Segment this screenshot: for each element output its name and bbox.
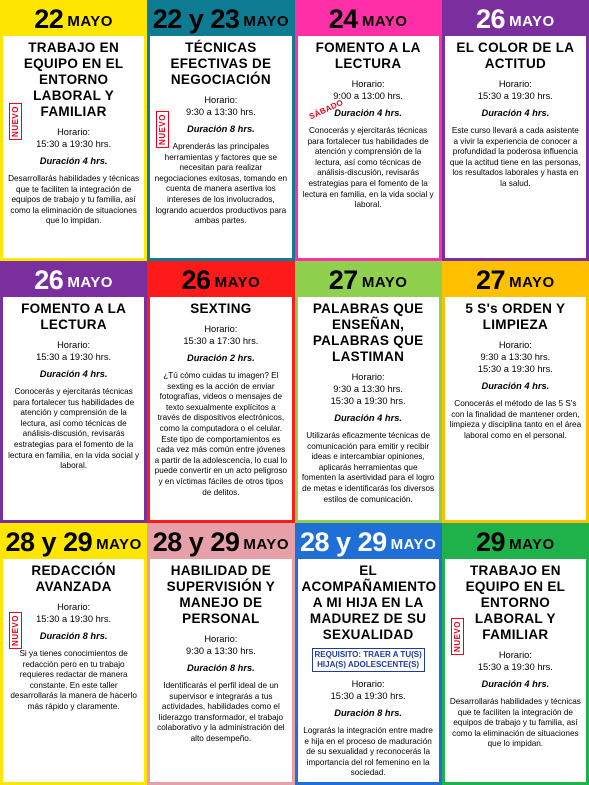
card-body — [3, 40, 144, 227]
schedule-hours: 15:30 a 19:30 hrs. — [36, 352, 112, 362]
schedule-block — [7, 601, 140, 625]
date-header — [150, 264, 291, 297]
course-card — [295, 0, 442, 261]
date-month: MAYO — [509, 13, 555, 30]
date-month: MAYO — [361, 274, 408, 291]
schedule-hours: 9:00 a 13:00 hrs. — [333, 91, 404, 101]
date-month: MAYO — [390, 536, 437, 553]
schedule-hours: 15:30 a 17:30 hrs. — [183, 336, 259, 346]
course-card — [295, 261, 442, 523]
schedule-label: Horario: — [57, 602, 91, 612]
duration-text: Duración 4 hrs. — [39, 156, 108, 166]
course-title: TRABAJO EN EQUIPO EN EL ENTORNO LABORAL Y FAMILIAR — [465, 563, 566, 642]
schedule-label: Horario: — [351, 372, 385, 382]
schedule-label: Horario: — [204, 95, 238, 105]
schedule-label: Horario: — [351, 679, 385, 689]
course-card — [147, 261, 294, 523]
date-day: 26 — [476, 4, 506, 34]
course-description: Conocerás y ejercitarás técnicas para fortalecer tus habilidades de atención y comprensión de la lectura, así como técnicas de análisis-discusión, revisarás estrategias para el fomento de la lectura en familia, en la vida social y laboral. — [8, 387, 140, 471]
schedule-block — [154, 633, 287, 657]
course-title: TÉCNICAS EFECTIVAS DE NEGOCIACIÓN — [170, 40, 272, 87]
duration-text: Duración 4 hrs. — [39, 369, 108, 379]
date-month: MAYO — [214, 274, 261, 291]
duration-text: Duración 4 hrs. — [481, 381, 550, 391]
card-body — [298, 40, 439, 211]
date-month: MAYO — [243, 536, 289, 553]
schedule-hours: 9:30 a 13:30 hrs. 15:30 a 19:30 hrs. — [330, 384, 406, 406]
requirement-note: REQUISITO: TRAER A TU(S) HIJA(S) ADOLESCENTE(S) — [312, 648, 425, 672]
schedule-hours: 9:30 a 13:30 hrs. — [185, 107, 256, 117]
schedule-block — [7, 339, 140, 363]
date-month: MAYO — [67, 274, 113, 291]
date-month: MAYO — [243, 13, 289, 30]
course-description: Conocerás el método de las 5 S's con la finalidad de mantener orden, limpieza y disciplina tanto en el área laboral como en el personal. — [449, 399, 582, 440]
schedule-block — [449, 78, 582, 102]
schedule-hours: 9:30 a 13:30 hrs. — [185, 646, 256, 656]
card-body — [298, 563, 439, 779]
course-title: SEXTING — [190, 301, 252, 316]
date-day: 24 — [328, 4, 358, 34]
date-day: 26 — [181, 265, 211, 295]
date-header — [445, 526, 586, 559]
schedule-block — [302, 371, 435, 407]
date-header — [3, 3, 144, 36]
schedule-hours: 15:30 a 19:30 hrs. — [330, 691, 406, 701]
course-description: Identificarás el perfil ideal de un supervisor e integrarás a tus actividades, habilidades como el liderazgo transformador, el trabajo colaborativo y la administración del alto desempeño. — [157, 681, 285, 743]
schedule-block — [302, 678, 435, 702]
schedule-label: Horario: — [351, 79, 385, 89]
course-title: EL ACOMPAÑAMIENTO A MI HIJA EN LA MADUREZ DE SU SEXUALIDAD — [301, 563, 437, 642]
schedule-hours: 15:30 a 19:30 hrs. — [477, 662, 553, 672]
schedule-label: Horario: — [204, 634, 238, 644]
new-badge: NUEVO — [9, 612, 22, 649]
schedule-label: Horario: — [204, 324, 238, 334]
course-card — [0, 0, 147, 261]
course-description: Este curso llevará a cada asistente a vivir la experiencia de conocer a profundidad la poderosa influencia que la actitud tiene en las personas, los resultados laborales y hasta en la salud. — [449, 126, 581, 188]
schedule-hours: 15:30 a 19:30 hrs. — [36, 614, 112, 624]
card-body — [3, 301, 144, 472]
duration-text: Duración 4 hrs. — [481, 679, 550, 689]
course-description: Desarrollarás habilidades y técnicas que te faciliten la integración de equipos de trabajo y tu familia, así como la eliminación de situaciones que lo impidan. — [8, 174, 140, 226]
course-description: Utilizarás eficazmente técnicas de comunicación para emitir y recibir ideas e intercambiar opiniones, aplicarás herramientas que fomenten la asertividad para el logro de metas e identificarás los diversos estilos de comunicación. — [301, 431, 435, 504]
course-description: ¿Tú cómo cuidas tu imagen? El sexting es la acción de enviar fotografías, videos o mensajes de texto sexualmente explícitos a través de dispositivos electrónicos, como la computadora o el celular. Este tipo de comportamientos es cada vez más común entre jóvenes a partir de la adolescencia, lo cual lo puede convertir en un acto peligroso y en víctimas fáciles de otros tipos de delitos. — [154, 371, 288, 497]
date-day: 22 — [34, 4, 64, 34]
date-header — [150, 3, 291, 36]
schedule-block — [154, 323, 287, 347]
course-title: EL COLOR DE LA ACTITUD — [456, 40, 575, 71]
date-month: MAYO — [361, 13, 408, 30]
duration-text: Duración 4 hrs. — [481, 108, 550, 118]
schedule-block — [449, 339, 582, 375]
date-day: 29 — [476, 527, 506, 557]
schedule-hours: 15:30 a 19:30 hrs. — [477, 91, 553, 101]
course-title: REDACCIÓN AVANZADA — [31, 563, 116, 594]
schedule-block — [154, 94, 287, 118]
course-card — [0, 523, 147, 785]
new-badge: NUEVO — [9, 103, 22, 140]
date-day: 27 — [476, 265, 506, 295]
date-day: 26 — [34, 265, 64, 295]
course-card — [147, 0, 294, 261]
duration-text: Duración 4 hrs. — [334, 108, 402, 118]
course-card — [0, 261, 147, 523]
course-title: FOMENTO A LA LECTURA — [315, 40, 421, 71]
course-title: HABILIDAD DE SUPERVISIÓN Y MANEJO DE PERSONAL — [166, 563, 276, 626]
date-header — [298, 264, 439, 297]
card-body — [150, 301, 291, 498]
course-description: Desarrollarás habilidades y técnicas que te faciliten la integración de equipos de trabajo y tu familia, así como la eliminación de situaciones que lo impidan. — [449, 697, 581, 749]
saturday-badge: SÁBADO — [307, 97, 345, 122]
duration-text: Duración 2 hrs. — [187, 353, 255, 363]
course-description: Aprenderás las principales herramientas y factores que se necesitan para realizar negociaciones exitosas, tomando en cuenta de manera asertiva los intereses de los involucrados, logrando acuerdos productivos para ambas partes. — [154, 142, 288, 226]
date-month: MAYO — [509, 536, 555, 553]
date-day: 28 y 29 — [152, 527, 240, 557]
schedule-hours: 9:30 a 13:30 hrs. 15:30 a 19:30 hrs. — [477, 352, 553, 374]
schedule-label: Horario: — [498, 650, 532, 660]
course-card — [147, 523, 294, 785]
date-day: 27 — [328, 265, 358, 295]
card-body — [150, 40, 291, 227]
schedule-label: Horario: — [57, 340, 91, 350]
duration-text: Duración 8 hrs. — [39, 631, 108, 641]
date-header — [445, 3, 586, 36]
card-body — [3, 563, 144, 713]
course-title: PALABRAS QUE ENSEÑAN, PALABRAS QUE LASTIMAN — [312, 301, 424, 364]
course-description: Si ya tienes conocimientos de redacción pero en tu trabajo requieres redactar de manera constante. En este taller desarrollarás la manera de hacerlo más rápido y claramente. — [10, 649, 137, 711]
date-header — [150, 526, 291, 559]
schedule-block — [449, 649, 582, 673]
new-badge: NUEVO — [451, 618, 464, 655]
date-month: MAYO — [509, 274, 555, 291]
duration-text: Duración 8 hrs. — [334, 708, 402, 718]
schedule-block — [7, 126, 140, 150]
schedule-block — [302, 78, 435, 102]
date-month: MAYO — [67, 13, 113, 30]
course-title: TRABAJO EN EQUIPO EN EL ENTORNO LABORAL Y FAMILIAR — [23, 40, 124, 119]
course-title: FOMENTO A LA LECTURA — [21, 301, 127, 332]
schedule-label: Horario: — [498, 79, 532, 89]
card-body — [445, 301, 586, 441]
duration-text: Duración 8 hrs. — [187, 124, 255, 134]
course-description: Conocerás y ejercitarás técnicas para fortalecer tus habilidades de atención y comprensión de la lectura, así como técnicas de análisis-discusión, revisarás estrategias para el fomento de la lectura en familia, en la vida social y laboral. — [302, 126, 434, 210]
date-header — [298, 526, 439, 559]
course-card — [442, 523, 589, 785]
card-body — [298, 301, 439, 505]
course-title: 5 S's ORDEN Y LIMPIEZA — [465, 301, 566, 332]
date-day: 28 y 29 — [300, 527, 387, 557]
card-body — [445, 563, 586, 750]
date-header — [3, 264, 144, 297]
date-header — [298, 3, 439, 36]
date-header — [3, 526, 144, 559]
date-day: 22 y 23 — [152, 4, 240, 34]
schedule-label: Horario: — [57, 127, 91, 137]
schedule-hours: 15:30 a 19:30 hrs. — [36, 139, 112, 149]
duration-text: Duración 8 hrs. — [187, 663, 255, 673]
course-description: Lograrás la integración entre madre e hija en el proceso de maduración de su sexualidad y reconocerás la importancia del rol femenino en la sociedad. — [303, 726, 433, 778]
course-card — [442, 0, 589, 261]
course-card — [295, 523, 442, 785]
duration-text: Duración 4 hrs. — [334, 413, 402, 423]
date-day: 28 y 29 — [5, 527, 93, 557]
date-month: MAYO — [96, 536, 142, 553]
card-body — [445, 40, 586, 190]
date-header — [445, 264, 586, 297]
new-badge: NUEVO — [156, 111, 169, 148]
card-body — [150, 563, 291, 745]
schedule-label: Horario: — [498, 340, 532, 350]
course-card — [442, 261, 589, 523]
